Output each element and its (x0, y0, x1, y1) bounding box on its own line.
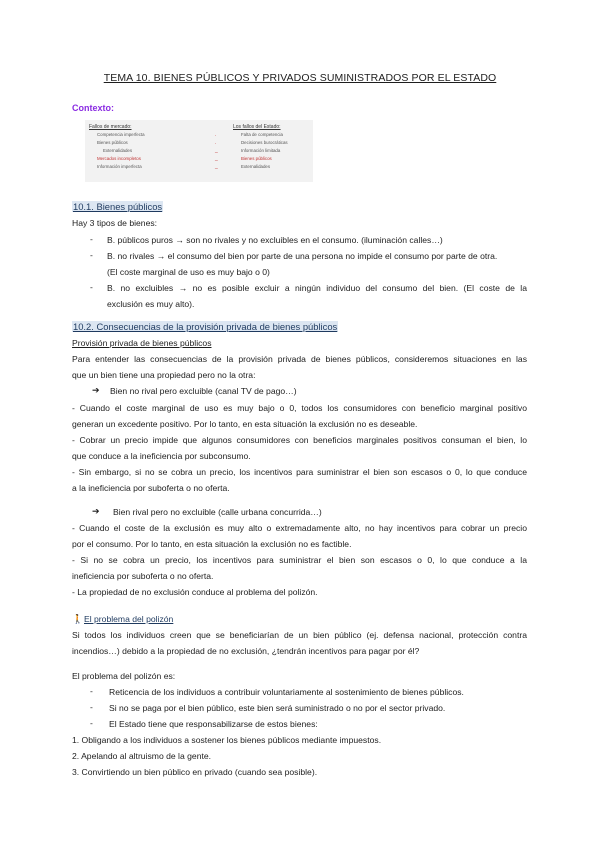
paragraph-line: que conduce a la ineficiencia por subconsumo. (72, 451, 251, 461)
polizon-intro: El problema del polizón es: (72, 671, 176, 681)
paragraph-line: Si todos los individuos creen que se beneficiarían de un bien público (ej. defensa nacional, protección contra (72, 630, 527, 640)
subheading-provision: Provisión privada de bienes públicos (72, 338, 212, 348)
thumbnail-left-heading: Fallos de mercado: (89, 124, 132, 130)
polizon-bullet: Si no se paga por el bien público, este bien será suministrado o no por el sector privado. (109, 703, 446, 713)
dash-bullet: - (90, 686, 93, 696)
paragraph-line: - Sin embargo, si no se cobra un precio, los incentivos para suministrar el bien son escasos o 0, lo que conduce (72, 467, 527, 477)
paragraph-line: ineficiencia por suboferta o no oferta. (72, 571, 214, 581)
thumbnail-right-item: Decisiones burocráticas (241, 140, 288, 145)
thumbnail-left-item: Información imperfecta (97, 164, 142, 169)
numbered-item: 2. Apelando al altruismo de la gente. (72, 751, 212, 761)
thumbnail-left-column (89, 123, 145, 171)
thumbnail-right-item: Información limitada (241, 148, 281, 153)
subheading-polizon: El problema del polizón (84, 614, 174, 624)
numbered-item: 1. Obligando a los individuos a sostener los bienes públicos mediante impuestos. (72, 735, 382, 745)
dash-bullet: - (90, 282, 93, 292)
paragraph-line: Para entender las consecuencias de la provisión privada de bienes públicos, consideremos situaciones en las (72, 354, 527, 364)
arrow-bullet-icon: ➔ (92, 506, 100, 516)
dash-bullet: - (90, 702, 93, 712)
thumbnail-right-item: Bienes públicos (241, 156, 272, 161)
case-no-rival: Bien no rival pero excluible (canal TV de pago…) (110, 386, 297, 396)
section-heading-bienes-publicos: 10.1. Bienes públicos (73, 201, 163, 212)
dash-bullet: - (90, 234, 93, 244)
thumbnail-left-item: Mercados incompletos (97, 156, 141, 161)
bullet-puros: B. públicos puros → son no rivales y no excluibles en el consumo. (iluminación calles…) (107, 235, 443, 245)
polizon-bullet: El Estado tiene que responsabilizarse de estos bienes: (109, 719, 318, 729)
thumbnail-right-item: Externalidades (241, 164, 271, 169)
paragraph-line: a la ineficiencia por suboferta o no oferta. (72, 483, 230, 493)
section1-intro: Hay 3 tipos de bienes: (72, 218, 158, 228)
paragraph-line: generan un excedente positivo. Por lo tanto, en esta situación la exclusión no es deseable. (72, 419, 418, 429)
bullet-no-rivales-cont: (El coste marginal de uso es muy bajo o 0) (107, 267, 270, 277)
numbered-item: 3. Convirtiendo un bien público en privado (cuando sea posible). (72, 767, 318, 777)
dash-bullet: - (90, 718, 93, 728)
thumbnail-right-column (233, 123, 288, 171)
context-label: Contexto: (72, 103, 114, 113)
thumbnail-right-item: Falta de competencia (241, 132, 283, 137)
bullet-no-excluibles: B. no excluibles → no es posible excluir a ningún individuo del consumo del bien. (El coste de la (107, 283, 527, 293)
paragraph-line: incendios…) debido a la propiedad de no exclusión, ¿tendrán incentivos para pagar por él? (72, 646, 420, 656)
bullet-no-excluibles-cont: exclusión es muy alto). (107, 299, 195, 309)
thumbnail-right-heading: Los fallos del Estado: (233, 124, 281, 130)
paragraph-line: - Cobrar un precio impide que algunos consumidores con beneficios marginales positivos consuman el bien, lo (72, 435, 527, 445)
thumbnail-markers: . . _ _ _ (215, 132, 218, 170)
paragraph-line: - Cuando el coste de la exclusión es muy alto o extremadamente alto, no hay incentivos para cobrar un precio (72, 523, 527, 533)
dash-bullet: - (90, 250, 93, 260)
thumbnail-left-item: Externalidades (103, 148, 133, 153)
bullet-no-rivales: B. no rivales → el consumo del bien por parte de una persona no impide el consumo por parte de otra. (107, 251, 498, 261)
section-heading-consecuencias: 10.2. Consecuencias de la provisión privada de bienes públicos (73, 321, 338, 332)
paragraph-line: por el consumo. Por lo tanto, en esta situación la exclusión no es factible. (72, 539, 352, 549)
case-rival: Bien rival pero no excluible (calle urbana concurrida…) (113, 507, 322, 517)
arrow-bullet-icon: ➔ (92, 385, 100, 395)
thumbnail-left-item: Competencia imperfecta (97, 132, 145, 137)
walking-person-icon: 🚶 (72, 614, 84, 624)
paragraph-line: - Si no se cobra un precio, los incentivos para suministrar el bien son escasos o 0, lo que conduce a la (72, 555, 527, 565)
context-thumbnail (85, 120, 313, 182)
paragraph-line: - Cuando el coste marginal de uso es muy bajo o 0, todos los consumidores con beneficio marginal positivo (72, 403, 527, 413)
paragraph-line: - La propiedad de no exclusión conduce al problema del polizón. (72, 587, 318, 597)
thumbnail-left-item: Bienes públicos (97, 140, 128, 145)
polizon-bullet: Reticencia de los individuos a contribuir voluntariamente al sostenimiento de bienes públicos. (109, 687, 464, 697)
paragraph-line: que un bien tiene una propiedad pero no la otra: (72, 370, 256, 380)
page-title: TEMA 10. BIENES PÚBLICOS Y PRIVADOS SUMINISTRADOS POR EL ESTADO (103, 72, 497, 84)
